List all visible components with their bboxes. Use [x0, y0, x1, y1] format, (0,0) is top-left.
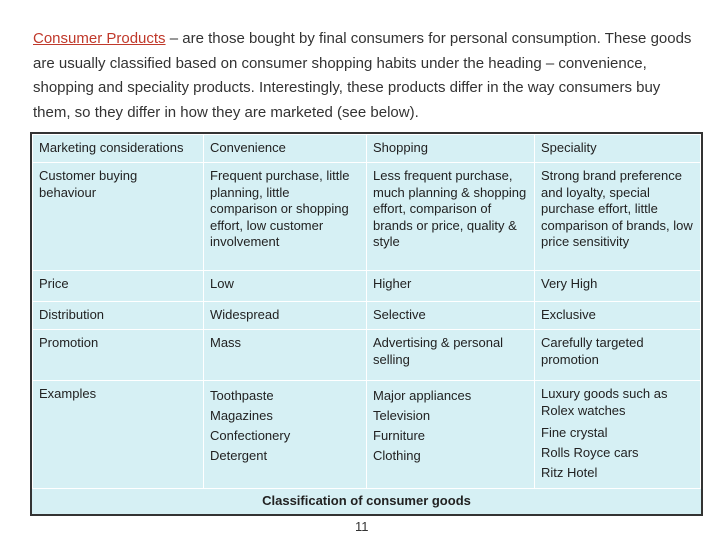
- header-marketing-considerations: Marketing considerations: [33, 135, 204, 163]
- cell-shopping: Higher: [367, 271, 535, 302]
- example-item: Ritz Hotel: [541, 465, 598, 480]
- example-item: Television: [373, 408, 431, 423]
- cell-convenience: [204, 381, 367, 489]
- table-row: [33, 381, 701, 489]
- row-label: Customer buying behaviour: [33, 163, 204, 271]
- cell-convenience: Widespread: [204, 302, 367, 330]
- table-row: [33, 271, 701, 302]
- cell-convenience: Frequent purchase, little planning, little comparison or shopping effort, low customer involvement: [204, 163, 367, 271]
- consumer-products-term: Consumer Products: [33, 30, 166, 47]
- example-item: Luxury goods such as Rolex watches: [541, 386, 668, 418]
- table-row: [33, 330, 701, 381]
- example-item: Toothpaste: [210, 388, 274, 403]
- example-item: Magazines: [210, 408, 273, 423]
- cell-shopping: Less frequent purchase, much planning & shopping effort, comparison of brands or price, quality & style: [367, 163, 535, 271]
- table-header-row: [33, 135, 701, 163]
- header-convenience: Convenience: [204, 135, 367, 163]
- classification-table: [32, 134, 701, 489]
- table-caption: Classification of consumer goods: [262, 493, 471, 508]
- table-row: [33, 163, 701, 271]
- cell-shopping: Advertising & personal selling: [367, 330, 535, 381]
- example-item: Clothing: [373, 448, 421, 463]
- example-item: Rolls Royce cars: [541, 445, 639, 460]
- cell-speciality: Carefully targeted promotion: [535, 330, 701, 381]
- page-number: 11: [355, 519, 369, 534]
- cell-convenience: Low: [204, 271, 367, 302]
- intro-paragraph: [33, 27, 695, 125]
- table-row: [33, 302, 701, 330]
- cell-speciality: Strong brand preference and loyalty, special purchase effort, little comparison of brands, low price sensitivity: [535, 163, 701, 271]
- row-label: Promotion: [33, 330, 204, 381]
- example-item: Furniture: [373, 428, 426, 443]
- example-item: Fine crystal: [541, 425, 608, 440]
- example-item: Confectionery: [210, 428, 291, 443]
- header-shopping: Shopping: [367, 135, 535, 163]
- row-label: Price: [33, 271, 204, 302]
- cell-speciality: Very High: [535, 271, 701, 302]
- cell-shopping: Selective: [367, 302, 535, 330]
- classification-table-frame: [30, 132, 703, 516]
- cell-convenience: Mass: [204, 330, 367, 381]
- cell-speciality: Exclusive: [535, 302, 701, 330]
- intro-text: – are those bought by final consumers for personal consumption. These goods are usually classified based on consumer shopping habits under the heading – convenience, shopping and speciality products. Interestingly, these products differ in the way consumers buy them, so they differ in how they are marketed (see below).: [33, 30, 692, 121]
- cell-shopping: [367, 381, 535, 489]
- row-label: Distribution: [33, 302, 204, 330]
- cell-speciality: [535, 381, 701, 489]
- example-item: Major appliances: [373, 388, 472, 403]
- header-speciality: Speciality: [535, 135, 701, 163]
- row-label: Examples: [33, 381, 204, 489]
- example-item: Detergent: [210, 448, 268, 463]
